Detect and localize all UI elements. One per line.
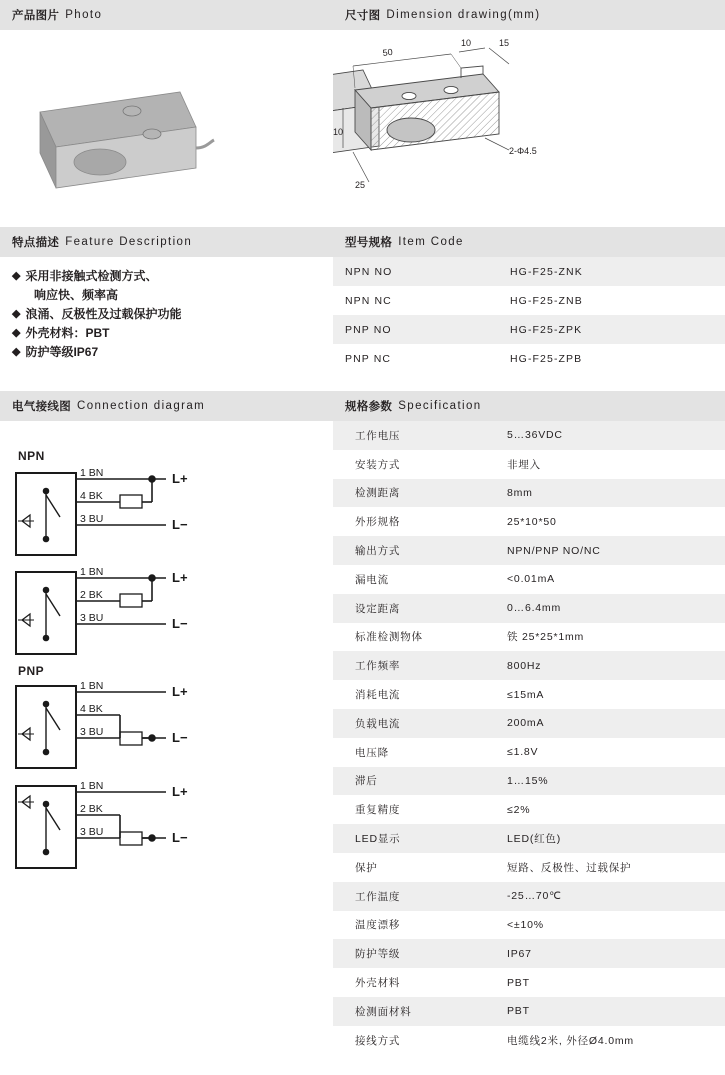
feature-item [12, 267, 333, 286]
itemcode-value: HG-F25-ZPK [498, 315, 725, 344]
diamond-icon: ◆ [12, 327, 21, 339]
table-row [333, 286, 725, 315]
spec-name: 负载电流 [333, 709, 485, 738]
supply-plus: L+ [172, 784, 188, 799]
wire-label: 2 BK [80, 803, 103, 815]
dim-height: 10 [333, 127, 344, 137]
specification-column [333, 391, 725, 1055]
diamond-icon: ◆ [12, 308, 21, 320]
specification-header [333, 391, 725, 421]
table-row [333, 651, 725, 680]
spec-name: 外壳材料 [355, 977, 401, 990]
itemcode-type: NPN NC [345, 294, 392, 307]
wire-label: 2 BK [80, 589, 103, 601]
table-row [333, 257, 725, 286]
supply-plus: L+ [172, 471, 188, 486]
feature-item [12, 305, 333, 324]
itemcode-type: PNP NC [345, 352, 392, 365]
connection-header-cn: 电气接线图 [12, 401, 71, 413]
wire-label: 1 BN [80, 566, 104, 578]
dimension-header-cn: 尺寸图 [345, 10, 381, 22]
feature-column [0, 227, 333, 373]
table-row [333, 1026, 725, 1055]
feature-text: 外壳材料：PBT [25, 326, 110, 340]
spec-value: 短路、反极性、过载保护 [507, 861, 632, 874]
wiring-diagrams [0, 421, 333, 881]
dimension-drawing-detail [333, 30, 725, 215]
diamond-icon: ◆ [12, 270, 21, 282]
spec-name: 电压降 [355, 746, 389, 759]
spec-name: 工作电压 [333, 421, 485, 450]
wire-label: 3 BU [80, 513, 104, 525]
table-row [333, 939, 725, 968]
feature-list [0, 257, 333, 362]
wire-label: 3 BU [80, 612, 104, 624]
table-row [333, 911, 725, 940]
connection-header-en: Connection diagram [77, 400, 206, 412]
itemcode-value: HG-F25-ZPB [510, 352, 583, 365]
itemcode-value: HG-F25-ZNK [498, 257, 725, 286]
feature-header [0, 227, 333, 257]
specification-header-en: Specification [398, 400, 482, 412]
feature-text: 采用非接触式检测方式、 [25, 269, 158, 283]
spec-value: PBT [485, 997, 725, 1026]
supply-plus: L+ [172, 570, 188, 585]
table-row [333, 795, 725, 824]
dim-width-top: 10 [461, 38, 472, 48]
table-row [333, 450, 725, 479]
spec-name: 安装方式 [355, 458, 401, 471]
supply-minus: L− [172, 830, 188, 845]
wire-label: 1 BN [80, 680, 104, 692]
pnp-label: PNP [18, 664, 45, 678]
table-row [333, 882, 725, 911]
supply-minus: L− [172, 616, 188, 631]
spec-name: 工作频率 [333, 651, 485, 680]
table-row [333, 536, 725, 565]
wire-label: 4 BK [80, 703, 103, 715]
feature-itemcode-header-row [0, 227, 725, 373]
itemcode-header [333, 227, 725, 257]
feature-text: 防护等级IP67 [25, 345, 99, 359]
spec-value: 1…15% [485, 767, 725, 796]
feature-item [12, 324, 333, 343]
dim-notch: 15 [499, 38, 510, 48]
diamond-icon: ◆ [12, 346, 21, 358]
spec-value: ≤2% [507, 803, 531, 816]
table-row [333, 680, 725, 709]
spec-value: 25*10*50 [507, 515, 557, 528]
spec-name: 外形规格 [355, 516, 401, 529]
table-row [333, 853, 725, 882]
dimension-header-en: Dimension drawing(mm) [386, 9, 541, 21]
itemcode-table [333, 257, 725, 373]
spec-name: 温度漂移 [355, 919, 401, 932]
table-row [333, 738, 725, 767]
spec-value: LED(红色) [485, 824, 725, 853]
spec-name: 消耗电流 [355, 689, 401, 702]
table-row [333, 767, 725, 796]
dim-hole: 2-Φ4.5 [509, 146, 537, 156]
photo-illustration [40, 92, 214, 188]
supply-minus: L− [172, 730, 188, 745]
photo-header-en: Photo [65, 9, 103, 21]
spec-name: 保护 [355, 861, 378, 874]
supply-minus: L− [172, 517, 188, 532]
dim-length: 50 [382, 46, 394, 58]
supply-plus: L+ [172, 684, 188, 699]
spec-value: <±10% [507, 918, 544, 931]
specification-header-cn: 规格参数 [345, 401, 393, 413]
spec-value: 5…36VDC [485, 421, 725, 450]
table-row [333, 709, 725, 738]
npn-label: NPN [18, 449, 45, 463]
spec-value: 200mA [485, 709, 725, 738]
spec-value: NPN/PNP NO/NC [485, 536, 725, 565]
table-row [333, 344, 725, 373]
table-row [333, 565, 725, 594]
spec-name: 漏电流 [355, 573, 389, 586]
connection-column [0, 391, 333, 881]
table-row [333, 315, 725, 344]
spec-name: 工作温度 [333, 882, 485, 911]
spec-value: <0.01mA [507, 573, 555, 586]
feature-header-en: Feature Description [65, 236, 193, 248]
spec-name: 检测距离 [333, 479, 485, 508]
wire-label: 3 BU [80, 726, 104, 738]
spec-name: 标准检测物体 [355, 631, 423, 644]
photo-header-cn: 产品图片 [12, 10, 60, 22]
spec-value: 8mm [485, 479, 725, 508]
table-row [333, 479, 725, 508]
spec-name: 滞后 [333, 767, 485, 796]
table-row [333, 594, 725, 623]
wire-label: 4 BK [80, 490, 103, 502]
wire-label: 3 BU [80, 826, 104, 838]
spec-value: IP67 [485, 939, 725, 968]
table-row [333, 968, 725, 997]
connection-spec-row [0, 391, 725, 1055]
spec-value: 800Hz [485, 651, 725, 680]
spec-value: 铁 25*25*1mm [507, 631, 585, 644]
itemcode-column [333, 227, 725, 373]
feature-item [12, 343, 333, 362]
itemcode-header-cn: 型号规格 [345, 237, 393, 249]
connection-header [0, 391, 333, 421]
itemcode-header-en: Item Code [398, 236, 464, 248]
spec-name: LED显示 [333, 824, 485, 853]
spec-value: 0…6.4mm [485, 594, 725, 623]
table-row [333, 623, 725, 652]
spec-value: 非埋入 [507, 458, 541, 471]
itemcode-type: NPN NO [333, 257, 498, 286]
wire-label: 1 BN [80, 780, 104, 792]
spec-value: ≤15mA [507, 688, 545, 701]
feature-text: 浪涌、反极性及过载保护功能 [25, 307, 182, 321]
spec-value: PBT [507, 976, 530, 989]
spec-value: -25…70℃ [485, 882, 725, 911]
photo-header [0, 0, 333, 30]
spec-name: 防护等级 [333, 939, 485, 968]
spec-name: 重复精度 [355, 804, 401, 817]
table-row [333, 997, 725, 1026]
feature-header-cn: 特点描述 [12, 237, 60, 249]
dim-depth: 25 [355, 180, 366, 190]
table-row [333, 824, 725, 853]
itemcode-type: PNP NO [333, 315, 498, 344]
spec-name: 输出方式 [333, 536, 485, 565]
wiring-svg [0, 421, 333, 881]
table-row [333, 421, 725, 450]
dimension-header [333, 0, 725, 30]
specification-table [333, 421, 725, 1055]
table-row [333, 507, 725, 536]
spec-name: 设定距离 [333, 594, 485, 623]
itemcode-value: HG-F25-ZNB [510, 294, 583, 307]
spec-value: ≤1.8V [507, 746, 539, 759]
feature-subtext: 响应快、频率高 [34, 288, 119, 302]
spec-name: 检测面材料 [333, 997, 485, 1026]
wire-label: 1 BN [80, 467, 104, 479]
spec-value: 电缆线2米, 外径Ø4.0mm [507, 1034, 634, 1047]
spec-name: 接线方式 [355, 1034, 401, 1047]
